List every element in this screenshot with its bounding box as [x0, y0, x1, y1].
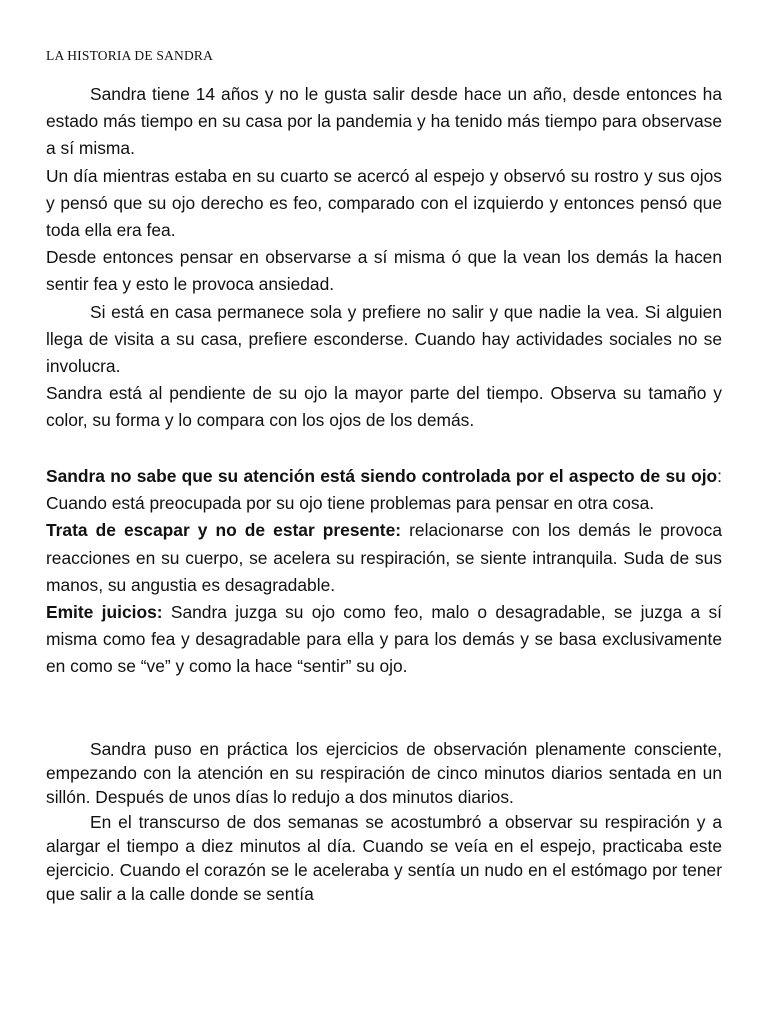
- heading-judgments: Emite juicios:: [46, 602, 163, 623]
- paragraph-intro: Sandra tiene 14 años y no le gusta salir desde hace un año, desde entonces ha estado más tiempo en su casa por la pandemia y ha tenido más tiempo para observase a sí misma.: [46, 84, 722, 159]
- heading-attention: Sandra no sabe que su atención está siendo controlada por el aspecto de su ojo: [46, 466, 718, 486]
- paragraph-judgments: [46, 599, 722, 681]
- heading-escape: Trata de escapar y no de estar presente:: [46, 520, 402, 541]
- paragraph-observation: Sandra está al pendiente de su ojo la mayor parte del tiempo. Observa su tamaño y color, su forma y lo compara con los ojos de los demás.: [46, 383, 722, 431]
- section-story-intro: [46, 81, 722, 435]
- paragraph-attention: [46, 463, 722, 517]
- section-practice: [46, 737, 722, 906]
- text-judgments: Sandra juzga su ojo como feo, malo o desagradable, se juzga a sí misma como fea y desagradable para ella y para los demás y se basa exclusivamente en como se “ve” y como la hace “sentir” su ojo.: [46, 602, 722, 677]
- paragraph-escape: [46, 517, 722, 599]
- paragraph-anxiety: Desde entonces pensar en observarse a sí misma ó que la vean los demás la hacen sentir fea y esto le provoca ansiedad.: [46, 247, 722, 295]
- paragraph-exercises: Sandra puso en práctica los ejercicios de observación plenamente consciente, empezando con la atención en su respiración de cinco minutos diarios sentada en un sillón. Después de unos días lo redujo a dos minutos diarios.: [46, 739, 722, 808]
- paragraph-mirror: Un día mientras estaba en su cuarto se acercó al espejo y observó su rostro y sus ojos y pensó que su ojo derecho es feo, comparado con el izquierdo y entonces pensó que toda ella era fea.: [46, 165, 722, 241]
- text-escape: relacionarse con los demás le provoca reacciones en su cuerpo, se acelera su respiración, se siente intranquila. Suda de sus manos, su angustia es desagradable.: [46, 520, 722, 595]
- text-attention: : Cuando está preocupada por su ojo tiene problemas para pensar en otra cosa.: [46, 466, 722, 514]
- paragraph-progress: En el transcurso de dos semanas se acostumbró a observar su respiración y a alargar el tiempo a diez minutos al día. Cuando se veía en el espejo, practicaba este ejercicio. Cuando el corazón se le aceleraba y sentía un nudo en el estómago por tener que salir a la calle donde se sentía: [46, 811, 722, 905]
- document-title: LA HISTORIA DE SANDRA: [46, 48, 214, 63]
- section-analysis: [46, 463, 722, 681]
- paragraph-isolation: Si está en casa permanece sola y prefiere no salir y que nadie la vea. Si alguien llega de visita a su casa, prefiere esconderse. Cuando hay actividades sociales no se involucra.: [46, 301, 722, 377]
